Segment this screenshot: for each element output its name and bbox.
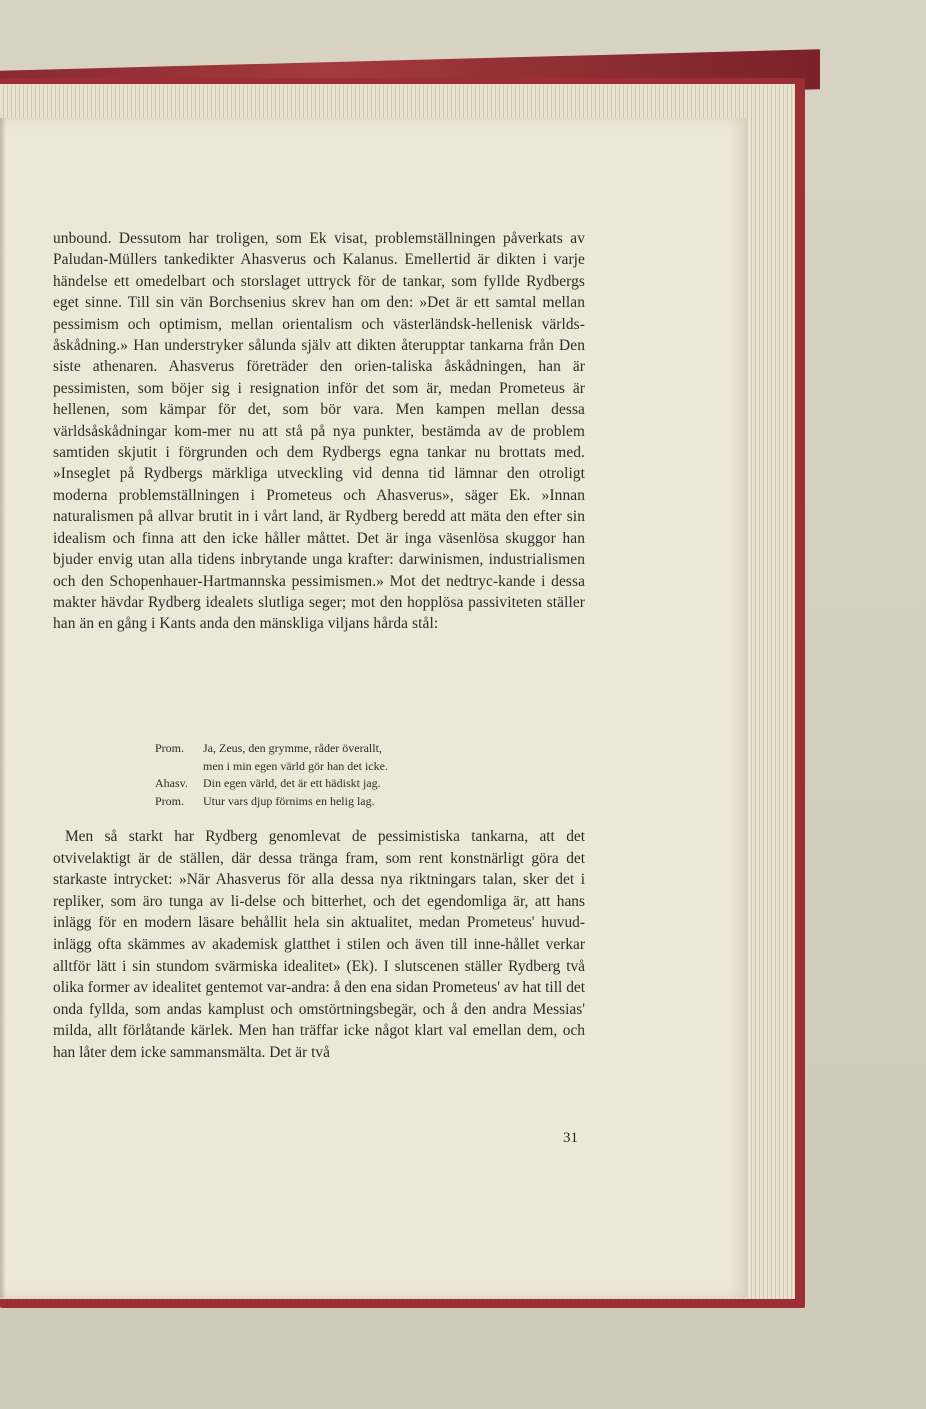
page-number: 31 bbox=[563, 1130, 578, 1146]
verse-text: Ja, Zeus, den grymme, råder överallt, bbox=[203, 741, 382, 755]
paragraph-1: unbound. Dessutom har troligen, som Ek visat, problemställningen påverkats av Paludan-Müllers tankedikter Ahasverus och Kalanus. Emellertid är dikten i varje händelse ett omedelbart och storslaget uttryck för de tankar, som fyllde Rydbergs eget sinne. Till sin vän Borchsenius skrev han om den: »Det är ett samtal mellan pessimism och optimism, mellan orientalism och västerländsk-hellenisk världs-åskådning.» Han understryker sålunda själv att dikten återupptar tankarna från Den siste athenaren. Ahasverus företräder den orien-taliska åskådningen, han är pessimisten, som böjer sig i resignation inför det som är, medan Prometeus är hellenen, som kämpar för det, som bör vara. Men kampen mellan dessa världsåskådningar kom-mer nu att stå på nya punkter, bestämda av de problem samtiden skjutit i förgrunden och dem Rydbergs egna tankar nu brottats med. »Inseglet på Rydbergs märkliga utveckling vid denna tid lämnar den otroligt moderna problemställningen i Prometeus och Ahasverus», säger Ek. »Innan naturalismen på allvar brutit in i vårt land, är Rydberg beredd att mäta den efter sin idealism och finna att den icke håller måttet. Det är inga väsenlösa skuggor han bjuder envig utan alla tidens inbrytande unga krafter: darwinismen, industrialismen och den Schopenhauer-Hartmannska pessimismen.» Mot det nedtryc-kande i dessa makter hävdar Rydberg idealets slutliga seger; mot den hopplösa passiviteten ställer han än en gång i Kants anda den mänskliga viljans hårda stål: bbox=[53, 230, 585, 633]
verse-speaker: Ahasv. bbox=[155, 776, 188, 790]
verse-speaker: Prom. bbox=[155, 741, 185, 755]
verse-line bbox=[155, 793, 595, 811]
verse-speaker bbox=[155, 758, 203, 776]
verse-text: men i min egen värld gör han det icke. bbox=[203, 758, 388, 773]
body-text-bottom bbox=[53, 826, 585, 1064]
verse-text: Din egen värld, det är ett hädiskt jag. bbox=[203, 776, 381, 790]
paragraph-2: Men så starkt har Rydberg genomlevat de pessimistiska tankarna, att det otvivelaktigt är de ställen, där dessa tränga fram, som rent konstnärligt göra det starkaste intrycket: »När Ahasverus för alla dessa nya riktningars talan, sker det i repliker, som äro tunga av li-delse och bitterhet, och det egendomliga är, att hans inlägg för en modern läsare behållit hela sin aktualitet, medan Prometeus' huvud-inlägg ofta skämmes av akademisk glatthet i stilen och även till inne-hållet verkar alltför lätt i sin stundom svärmiska idealitet» (Ek). I slutscenen ställer Rydberg två olika former av idealitet gentemot var-andra: å den ena sidan Prometeus' av hat till det onda fyllda, som andas kamplust och omstörtningsbegär, och å den andra Messias' milda, allt förlåtande kärlek. Men han träffar icke något klart val emellan dem, och han låter dem icke sammansmälta. Det är två bbox=[53, 828, 585, 1061]
gutter-shadow bbox=[0, 118, 6, 1298]
verse-line bbox=[155, 775, 595, 793]
verse-speaker: Prom. bbox=[155, 793, 185, 808]
verse-line bbox=[155, 740, 595, 758]
verse-quote bbox=[155, 740, 595, 810]
verse-line bbox=[155, 758, 595, 776]
body-text-top bbox=[53, 228, 585, 635]
verse-text: Utur vars djup förnims en helig lag. bbox=[203, 793, 375, 808]
